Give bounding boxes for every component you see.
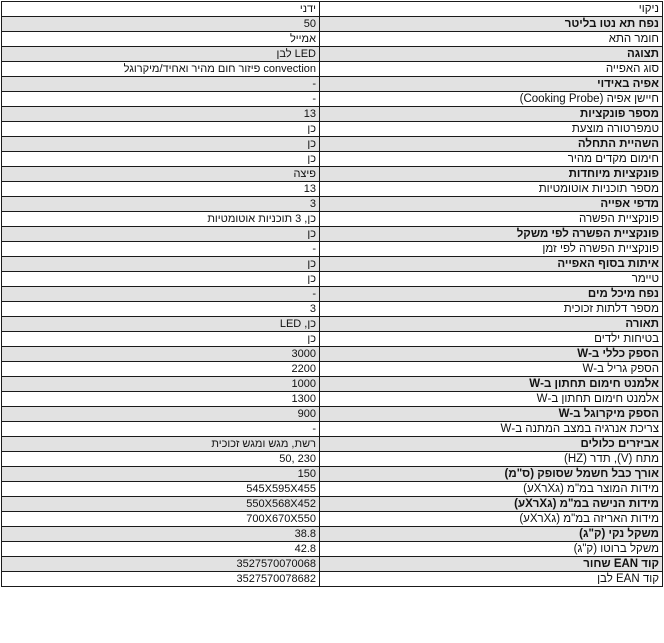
table-row <box>2 422 663 437</box>
table-row <box>2 542 663 557</box>
table-row <box>2 122 663 137</box>
table-row <box>2 2 663 17</box>
spec-label: פונקציית הפשרה לפי משקל <box>320 227 663 242</box>
spec-label: ניקוי <box>320 2 663 17</box>
spec-label: טמפרטורה מוצעת <box>320 122 663 137</box>
spec-value: - <box>2 92 320 107</box>
spec-value: 150 <box>2 467 320 482</box>
table-row <box>2 512 663 527</box>
spec-label: אלמנט חימום תחתון ב-W <box>320 392 663 407</box>
spec-label: אביזרים כלולים <box>320 437 663 452</box>
spec-label: משקל נקי (ק"ג) <box>320 527 663 542</box>
table-row <box>2 392 663 407</box>
spec-value: 550X568X452 <box>2 497 320 512</box>
spec-label: חימום מקדים מהיר <box>320 152 663 167</box>
spec-label: חיישן אפיה (Cooking Probe) <box>320 92 663 107</box>
table-row <box>2 197 663 212</box>
table-row <box>2 377 663 392</box>
spec-value: פיצה <box>2 167 320 182</box>
spec-value: - <box>2 242 320 257</box>
table-row <box>2 497 663 512</box>
spec-value: convection פיזור חום מהיר ואחיד/מיקרוגל <box>2 62 320 77</box>
spec-value: 3527570078682 <box>2 572 320 587</box>
spec-value: 3 <box>2 302 320 317</box>
spec-label: אפיה באידוי <box>320 77 663 92</box>
spec-label: הספק כללי ב-W <box>320 347 663 362</box>
spec-label: נפח תא נטו בליטר <box>320 17 663 32</box>
spec-value: 42.8 <box>2 542 320 557</box>
spec-value: 3000 <box>2 347 320 362</box>
table-row <box>2 182 663 197</box>
spec-value: 1000 <box>2 377 320 392</box>
spec-label: פונקציית הפשרה <box>320 212 663 227</box>
table-row <box>2 17 663 32</box>
spec-value: 230 ,50 <box>2 452 320 467</box>
spec-label: הספק מיקרוגל ב-W <box>320 407 663 422</box>
spec-label: מספר דלתות זכוכית <box>320 302 663 317</box>
spec-label: קוד EAN שחור <box>320 557 663 572</box>
table-row <box>2 227 663 242</box>
table-row <box>2 302 663 317</box>
spec-value: כן <box>2 137 320 152</box>
table-row <box>2 452 663 467</box>
spec-label: מספר תוכניות אוטומטיות <box>320 182 663 197</box>
spec-value: אמייל <box>2 32 320 47</box>
spec-label: מידות האריזה במ"מ (גXרXע) <box>320 512 663 527</box>
spec-value: 13 <box>2 182 320 197</box>
table-row <box>2 572 663 587</box>
spec-label: השהיית התחלה <box>320 137 663 152</box>
spec-label: חומר התא <box>320 32 663 47</box>
table-row <box>2 482 663 497</box>
table-row <box>2 77 663 92</box>
table-row <box>2 407 663 422</box>
table-row <box>2 362 663 377</box>
spec-label: טיימר <box>320 272 663 287</box>
spec-label: אלמנט חימום תחתון ב-W <box>320 377 663 392</box>
spec-label: סוג האפייה <box>320 62 663 77</box>
spec-value: 545X595X455 <box>2 482 320 497</box>
spec-label: מידות הנישה במ"מ (גXרXע) <box>320 497 663 512</box>
spec-value: 2200 <box>2 362 320 377</box>
spec-value: 3 <box>2 197 320 212</box>
spec-label: מדפי אפייה <box>320 197 663 212</box>
table-row <box>2 167 663 182</box>
spec-value: 13 <box>2 107 320 122</box>
spec-label: מידות המוצר במ"מ (גXרXע) <box>320 482 663 497</box>
spec-label: צריכת אנרגיה במצב המתנה ב-W <box>320 422 663 437</box>
table-row <box>2 257 663 272</box>
spec-label: תצוגה <box>320 47 663 62</box>
spec-value: רשת, מגש ומגש זכוכית <box>2 437 320 452</box>
table-row <box>2 107 663 122</box>
spec-label: קוד EAN לבן <box>320 572 663 587</box>
spec-value: 1300 <box>2 392 320 407</box>
spec-label: משקל ברוטו (ק"ג) <box>320 542 663 557</box>
spec-value: כן <box>2 272 320 287</box>
table-row <box>2 527 663 542</box>
table-row <box>2 47 663 62</box>
table-row <box>2 212 663 227</box>
spec-value: 38.8 <box>2 527 320 542</box>
spec-value: 900 <box>2 407 320 422</box>
spec-value: - <box>2 287 320 302</box>
spec-label: אורך כבל חשמל שסופק (ס"מ) <box>320 467 663 482</box>
spec-value: כן <box>2 152 320 167</box>
spec-value: ידני <box>2 2 320 17</box>
table-row <box>2 557 663 572</box>
spec-label: נפח מיכל מים <box>320 287 663 302</box>
spec-value: כן <box>2 122 320 137</box>
spec-label: הספק גריל ב-W <box>320 362 663 377</box>
table-row <box>2 92 663 107</box>
spec-value: כן <box>2 257 320 272</box>
spec-value: LED לבן <box>2 47 320 62</box>
spec-table <box>1 1 663 587</box>
spec-value: 3527570070068 <box>2 557 320 572</box>
spec-label: פונקציות מיוחדות <box>320 167 663 182</box>
table-row <box>2 317 663 332</box>
spec-value: 700X670X550 <box>2 512 320 527</box>
table-row <box>2 272 663 287</box>
spec-value: - <box>2 77 320 92</box>
spec-value: כן, LED <box>2 317 320 332</box>
table-row <box>2 62 663 77</box>
spec-value: 50 <box>2 17 320 32</box>
table-row <box>2 137 663 152</box>
spec-label: פונקציית הפשרה לפי זמן <box>320 242 663 257</box>
table-row <box>2 467 663 482</box>
spec-label: תאורה <box>320 317 663 332</box>
spec-value: - <box>2 422 320 437</box>
table-row <box>2 242 663 257</box>
spec-value: כן, 3 תוכניות אוטומטיות <box>2 212 320 227</box>
spec-value: כן <box>2 227 320 242</box>
table-row <box>2 347 663 362</box>
table-row <box>2 287 663 302</box>
spec-label: מתח (V), תדר (HZ) <box>320 452 663 467</box>
spec-value: כן <box>2 332 320 347</box>
table-row <box>2 437 663 452</box>
table-row <box>2 332 663 347</box>
table-row <box>2 152 663 167</box>
spec-label: איתות בסוף האפייה <box>320 257 663 272</box>
spec-table-body <box>2 2 663 587</box>
table-row <box>2 32 663 47</box>
spec-label: בטיחות ילדים <box>320 332 663 347</box>
spec-label: מספר פונקציות <box>320 107 663 122</box>
